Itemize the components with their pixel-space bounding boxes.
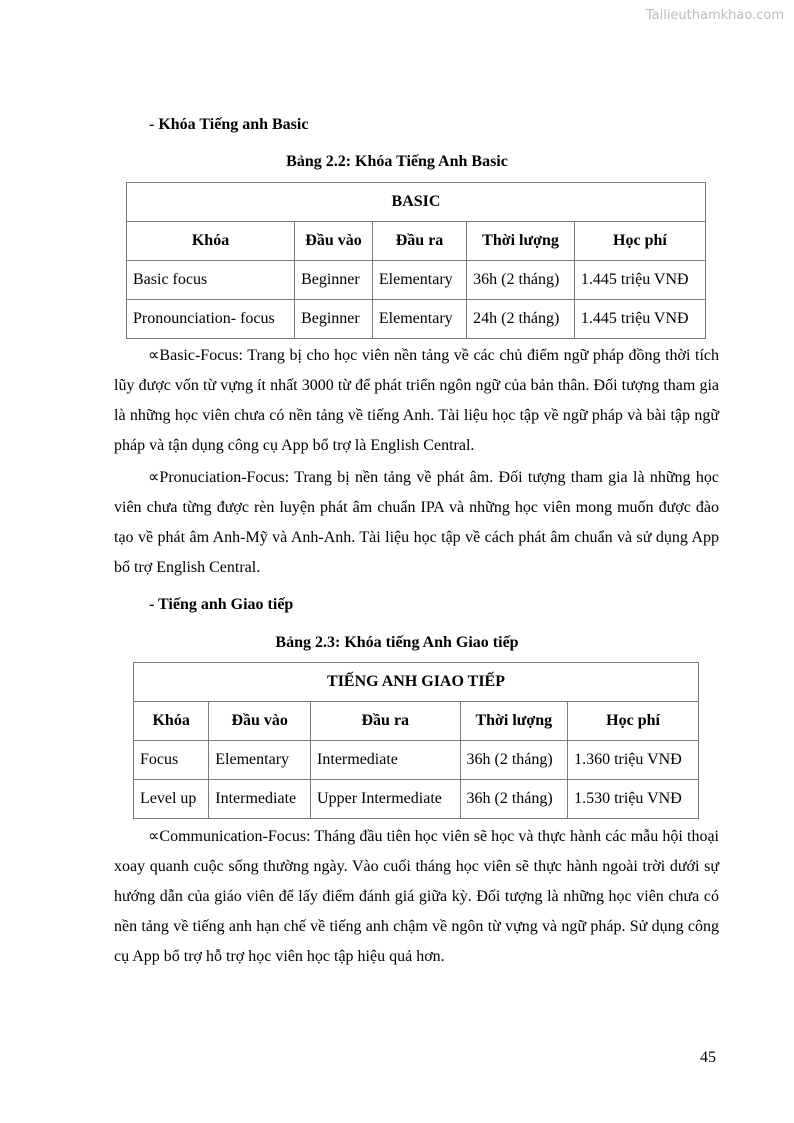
column-header-khoa: Khóa <box>134 702 209 741</box>
table-cell: 36h (2 tháng) <box>467 261 575 300</box>
column-header-dau-vao: Đầu vào <box>209 702 311 741</box>
column-header-hoc-phi: Học phí <box>568 702 699 741</box>
table-cell: 1.445 triệu VNĐ <box>574 300 705 339</box>
table-title: BASIC <box>127 183 706 222</box>
table-row <box>134 741 699 780</box>
page-number: 45 <box>700 1049 716 1066</box>
table-cell: 36h (2 tháng) <box>460 780 568 819</box>
table-cell: Focus <box>134 741 209 780</box>
table-cell: Intermediate <box>311 741 460 780</box>
table-cell: Beginner <box>295 261 373 300</box>
column-header-thoi-luong: Thời lượng <box>467 222 575 261</box>
table-row <box>127 261 706 300</box>
column-header-khoa: Khóa <box>127 222 295 261</box>
table-cell: 1.445 triệu VNĐ <box>574 261 705 300</box>
table-giao-tiep <box>133 662 699 819</box>
table-title: TIẾNG ANH GIAO TIẾP <box>134 663 699 702</box>
table-cell: Beginner <box>295 300 373 339</box>
table-cell: Intermediate <box>209 780 311 819</box>
table-cell: Basic focus <box>127 261 295 300</box>
table-cell: Level up <box>134 780 209 819</box>
table-caption-giao-tiep: Bảng 2.3: Khóa tiếng Anh Giao tiếp <box>275 634 519 651</box>
table-cell: 1.530 triệu VNĐ <box>568 780 699 819</box>
watermark: Tailieuthamkhao.com <box>645 8 784 23</box>
table-cell: 24h (2 tháng) <box>467 300 575 339</box>
table-cell: Upper Intermediate <box>311 780 460 819</box>
column-header-hoc-phi: Học phí <box>574 222 705 261</box>
paragraph-communication-focus: ∝Communication-Focus: Tháng đầu tiên học viên sẽ học và thực hành các mẫu hội thoại xoay quanh cuộc sống thường ngày. Vào cuối tháng học viên sẽ thực hành ngoài trời dưới sự hướng dẫn của giáo viên để lấy điểm đánh giá giữa kỳ. Đối tượng là những học viên chưa có nền tảng về tiếng anh hạn chế về tiếng anh chậm về ngôn từ vựng và ngữ pháp. Sử dụng công cụ App bổ trợ hỗ trợ học viên học tập hiệu quả hơn. <box>114 828 719 965</box>
table-cell: Pronounciation- focus <box>127 300 295 339</box>
table-row <box>127 300 706 339</box>
section-heading-giao-tiep: - Tiếng anh Giao tiếp <box>149 596 294 613</box>
column-header-thoi-luong: Thời lượng <box>460 702 568 741</box>
table-basic <box>126 182 706 339</box>
paragraph-pronunciation-focus: ∝Pronuciation-Focus: Trang bị nền tảng về phát âm. Đối tượng tham gia là những học viên chưa từng được rèn luyện phát âm chuẩn IPA và những học viên mong muốn được đào tạo về phát âm Anh-Mỹ và Anh-Anh. Tài liệu học tập về cách phát âm chuẩn và sử dụng App bổ trợ English Central. <box>114 469 719 576</box>
table-cell: Elementary <box>209 741 311 780</box>
table-cell: 1.360 triệu VNĐ <box>568 741 699 780</box>
column-header-dau-ra: Đầu ra <box>372 222 466 261</box>
table-cell: Elementary <box>372 300 466 339</box>
table-cell: 36h (2 tháng) <box>460 741 568 780</box>
column-header-dau-vao: Đầu vào <box>295 222 373 261</box>
paragraph-basic-focus: ∝Basic-Focus: Trang bị cho học viên nền tảng về các chủ điểm ngữ pháp đồng thời tích lũy được vốn từ vựng ít nhất 3000 từ để phát triển ngôn ngữ của bản thân. Đối tượng tham gia là những học viên chưa có nền tảng về tiếng Anh. Tài liệu học tập về ngữ pháp và bài tập ngữ pháp và tận dụng công cụ App bổ trợ là English Central. <box>114 347 719 454</box>
table-row <box>134 780 699 819</box>
column-header-dau-ra: Đầu ra <box>311 702 460 741</box>
table-cell: Elementary <box>372 261 466 300</box>
section-heading-basic: - Khóa Tiếng anh Basic <box>149 116 309 133</box>
table-caption-basic: Bảng 2.2: Khóa Tiếng Anh Basic <box>286 153 508 170</box>
